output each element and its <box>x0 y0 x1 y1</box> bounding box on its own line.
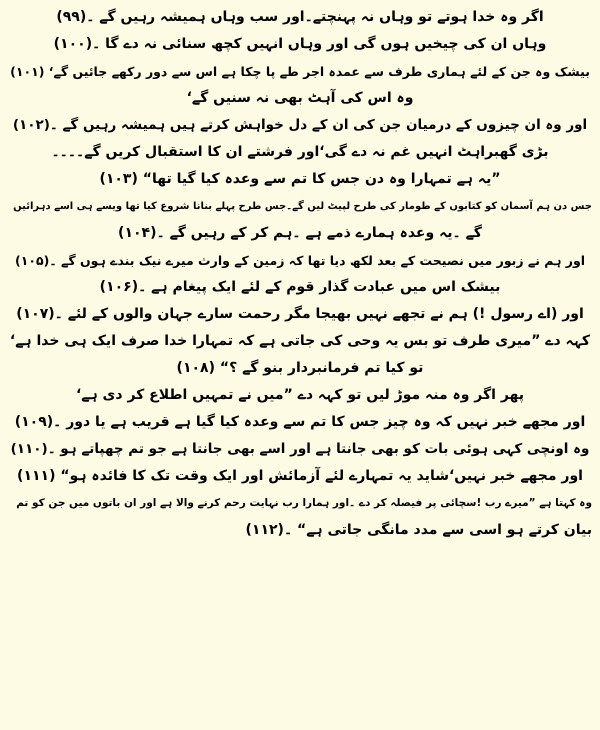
text-line: بیشک وہ جن کے لئے ہماری طرف سے عمدہ اجر طے پا چکا ہے اس سے دور رکھے جائیں گے‘ (۱۰۱) <box>10 64 590 79</box>
text-line: وہ اس کی آہٹ بھی نہ سنیں گے‘ <box>186 90 414 106</box>
text-line: اور مجھے خبر نہیں کہ وہ چیز جس کا تم سے وعدہ کیا گیا ہے قریب ہے یا دور ۔(۱۰۹) <box>14 414 586 430</box>
text-line: اور مجھے خبر نہیں‘شاید یہ تمہارے لئے آزمائش اور ایک وقت تک کا فائدہ ہو“ (۱۱۱) <box>17 468 583 484</box>
text-line: اگر وہ خدا ہوتے تو وہاں نہ پہنچتے۔اور سب وہاں ہمیشہ رہیں گے ۔(۹۹) <box>56 9 544 25</box>
text-line: وہاں ان کی چیخیں ہوں گی اور وہاں انہیں کچھ سنائی نہ دے گا ۔(۱۰۰) <box>53 36 547 52</box>
text-line: وہ کہتا ہے ”میرے رب !سچائی پر فیصلہ کر دے ۔اور ہمارا رب نہایت رحم کرنے والا ہے اور ان باتوں میں جن کو تم <box>16 497 592 509</box>
text-line: اور (اے رسول !) ہم نے تجھے نہیں بھیجا مگر رحمت سارے جہان والوں کے لئے ۔(۱۰۷) <box>16 306 584 322</box>
text-line: وہ اونچی کہی ہوئی بات کو بھی جانتا ہے اور اسے بھی جانتا ہے جو تم چھپاتے ہو ۔(۱۱۰) <box>10 441 590 457</box>
urdu-text-block <box>8 4 592 544</box>
text-line: بڑی گھبراہٹ انہیں غم نہ دے گی‘اور فرشتے ان کا استقبال کریں گے۔۔۔۔ <box>51 144 549 160</box>
text-line: بیان کرتے ہو اسی سے مدد مانگی جاتی ہے“ ۔(۱۱۲) <box>245 522 592 538</box>
text-line: گے ۔یہ وعدہ ہمارے ذمے ہے ۔ہم کر کے رہیں گے ۔(۱۰۴) <box>118 225 482 241</box>
text-line: اور ہم نے زبور میں نصیحت کے بعد لکھ دیا تھا کہ زمین کے وارث میرے نیک بندے ہوں گے ۔(۱۰۵) <box>15 253 585 268</box>
text-line: بیشک اس میں عبادت گذار قوم کے لئے ایک پیغام ہے ۔(۱۰۶) <box>99 279 501 295</box>
text-line: پھر اگر وہ منہ موڑ لیں تو کہہ دے ”میں نے تمہیں اطلاع کر دی ہے‘ <box>75 387 525 403</box>
text-line: تو کیا تم فرمانبردار بنو گے ؟“ (۱۰۸) <box>176 360 424 376</box>
text-line: اور وہ ان چیزوں کے درمیان جن کی ان کے دل خواہش کرتے ہیں ہمیشہ رہیں گے ۔(۱۰۲) <box>12 117 588 133</box>
text-line: جس دن ہم آسمان کو کتابوں کے طومار کی طرح لپیٹ لیں گے۔جس طرح پہلے بنانا شروع کیا تھا ویسے ہی اسے دہرائیں <box>13 201 592 212</box>
text-line: ”یہ ہے تمہارا وہ دن جس کا تم سے وعدہ کیا گیا تھا“ (۱۰۳) <box>99 171 501 187</box>
text-line: کہہ دے ”میری طرف تو بس یہ وحی کی جاتی ہے کہ تمہارا خدا صرف ایک ہی خدا ہے‘ <box>9 333 591 349</box>
